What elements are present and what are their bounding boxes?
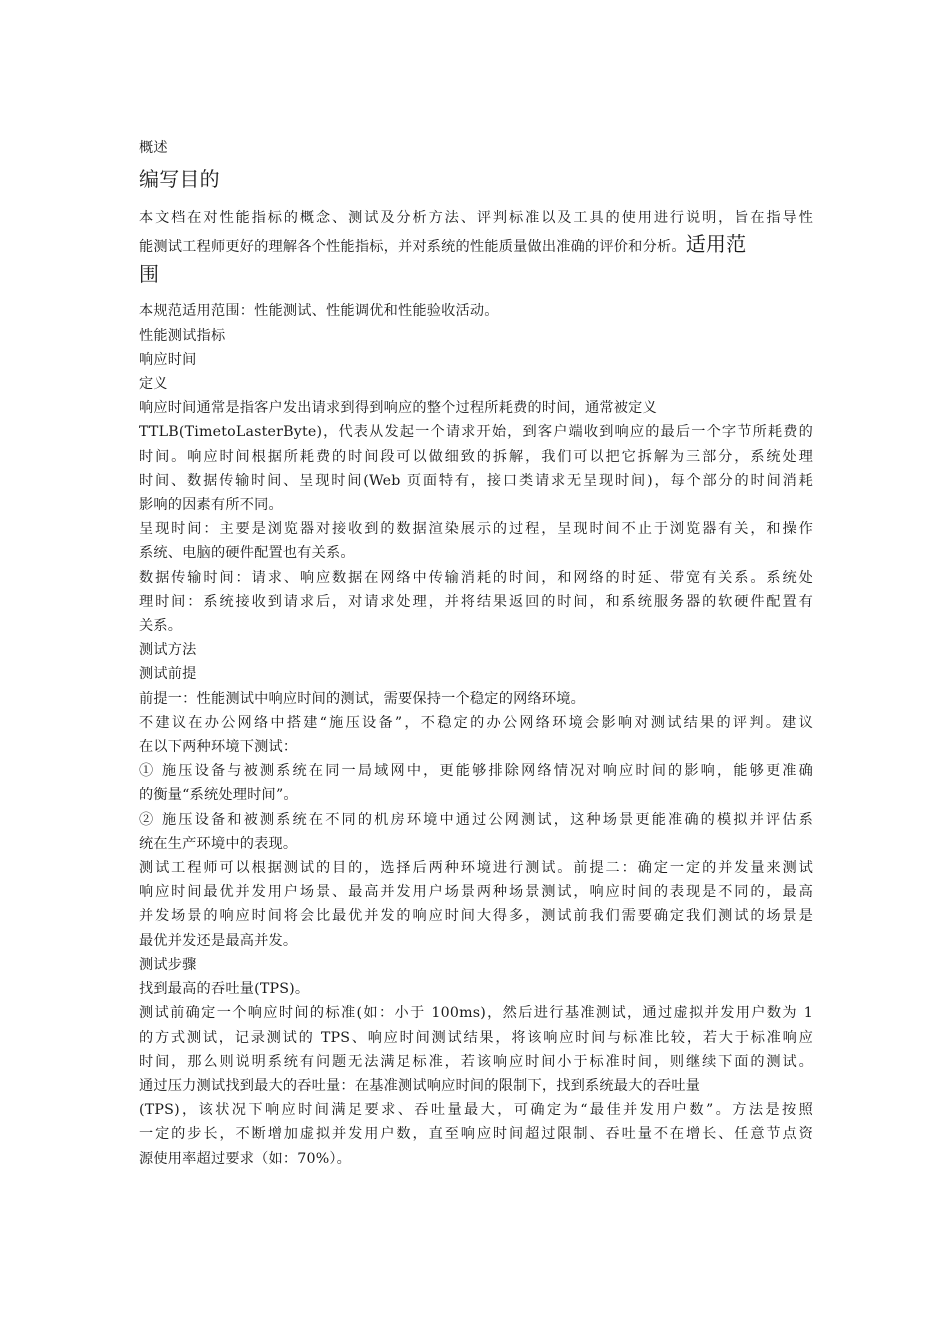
definition-line-3: 时间。响应时间根据所耗费的时间段可以做细致的拆解，我们可以把它拆解为三部分，系统处理: [139, 448, 813, 465]
perf-indicators-heading: 性能测试指标: [139, 327, 226, 344]
render-line-1: 呈现时间：主要是浏览器对接收到的数据渲染展示的过程，呈现时间不止于浏览器有关，和操作: [139, 521, 813, 538]
transfer-line-3: 关系。: [139, 618, 183, 635]
choose-line-2: 响应时间最优并发用户场景、最高并发用户场景两种场景测试，响应时间的表现是不同的，最高: [139, 884, 813, 901]
env1-line-1: ① 施压设备与被测系统在同一局域网中，更能够排除网络情况对响应时间的影响，能够更准确: [139, 763, 813, 780]
render-line-2: 系统、电脑的硬件配置也有关系。: [139, 545, 355, 562]
env2-line-1: ② 施压设备和被测系统在不同的机房环境中通过公网测试，这种场景更能准确的模拟并评估系: [139, 811, 813, 828]
definition-line-2: TTLB(TimetoLasterByte)，代表从发起一个请求开始，到客户端收到响应的最后一个字节所耗费的: [139, 424, 813, 441]
test-steps-heading: 测试步骤: [139, 956, 197, 973]
definition-line-5: 影响的因素有所不同。: [139, 497, 283, 514]
premise1-text: 前提一：性能测试中响应时间的测试，需要保持一个稳定的网络环境。: [139, 690, 586, 707]
scope-heading-part2: 围: [139, 262, 160, 287]
test-method-heading: 测试方法: [139, 642, 197, 659]
env1-line-2: 的衡量“系统处理时间”。: [139, 787, 298, 804]
baseline-line-3: 时间，那么则说明系统有问题无法满足标准，若该响应时间小于标准时间，则继续下面的测试。: [139, 1053, 813, 1070]
pressure-line-1: 通过压力测试找到最大的吞吐量：在基准测试响应时间的限制下，找到系统最大的吞吐量: [139, 1077, 701, 1094]
scope-heading-part1: 适用范: [685, 232, 747, 257]
pressure-line-3: 一定的步长，不断增加虚拟并发用户数，直至响应时间超过限制、吞吐量不在增长、任意节点资: [139, 1126, 813, 1143]
baseline-line-1: 测试前确定一个响应时间的标准(如：小于 100ms)，然后进行基准测试，通过虚拟并发用户数为 1: [139, 1005, 813, 1022]
purpose-heading: 编写目的: [139, 167, 220, 192]
choose-line-1: 测试工程师可以根据测试的目的，选择后两种环境进行测试。前提二：确定一定的并发量来测试: [139, 860, 813, 877]
response-time-heading: 响应时间: [139, 351, 197, 368]
test-premise-heading: 测试前提: [139, 666, 197, 683]
definition-heading: 定义: [139, 376, 168, 393]
baseline-line-2: 的方式测试，记录测试的 TPS、响应时间测试结果，将该响应时间与标准比较，若大于标准响应: [139, 1029, 813, 1046]
purpose-line-2: 能测试工程师更好的理解各个性能指标，并对系统的性能质量做出准确的评价和分析。: [139, 239, 686, 256]
definition-line-4: 时间、数据传输时间、呈现时间(Web 页面特有，接口类请求无呈现时间)，每个部分的时间消耗: [139, 472, 813, 489]
choose-line-4: 最优并发还是最高并发。: [139, 932, 298, 949]
spacer: [139, 287, 813, 299]
purpose-line-1: 本文档在对性能指标的概念、测试及分析方法、评判标准以及工具的使用进行说明，旨在指导性: [139, 210, 813, 227]
transfer-line-2: 理时间：系统接收到请求后，对请求处理，并将结果返回的时间，和系统服务器的软硬件配置有: [139, 593, 813, 610]
choose-line-3: 并发场景的响应时间将会比最优并发的响应时间大得多，测试前我们需要确定我们测试的场景是: [139, 908, 813, 925]
overview-heading: 概述: [139, 140, 168, 156]
advice-line-2: 在以下两种环境下测试：: [139, 739, 298, 756]
advice-line-1: 不建议在办公网络中搭建“施压设备”，不稳定的办公网络环境会影响对测试结果的评判。建议: [139, 714, 813, 731]
transfer-line-1: 数据传输时间：请求、响应数据在网络中传输消耗的时间，和网络的时延、带宽有关系。系统处: [139, 569, 813, 586]
env2-line-2: 统在生产环境中的表现。: [139, 835, 298, 852]
definition-line-1: 响应时间通常是指客户发出请求到得到响应的整个过程所耗费的时间，通常被定义: [139, 400, 657, 417]
scope-text: 本规范适用范围：性能测试、性能调优和性能验收活动。: [139, 303, 499, 320]
purpose-line-2-with-scope: [139, 230, 813, 261]
pressure-line-2: (TPS)，该状况下响应时间满足要求、吞吐量最大，可确定为“最佳并发用户数”。方法是按照: [139, 1102, 813, 1119]
tps-heading: 找到最高的吞吐量(TPS)。: [139, 981, 310, 998]
document-page: [139, 136, 813, 1171]
pressure-line-4: 源使用率超过要求（如：70%）。: [139, 1150, 352, 1167]
